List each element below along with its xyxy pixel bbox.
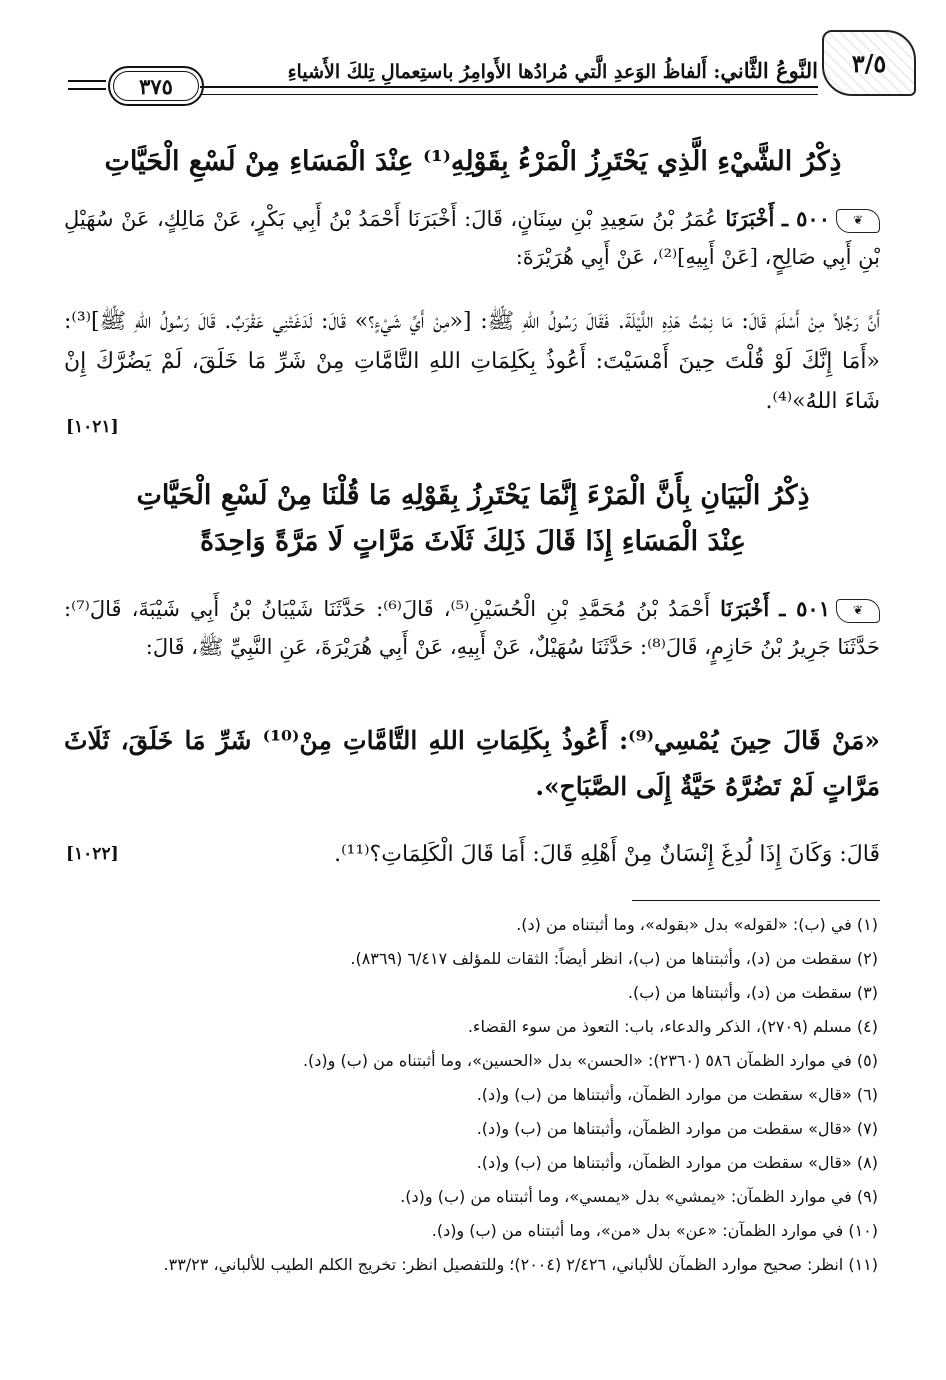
hadith-500-matn: أَنَّ رَجُلاً مِنْ أَسْلَمَ قَالَ: مَا نِمْتُ هَذِهِ اللَّيْلَةَ. فَقَالَ رَسُولُ اللهِ ﷺ: [«مِنْ أَيِّ شَيْءٍ؟» قَالَ: لَدَغَتْنِي عَقْرَبٌ. قَالَ رَسُولُ اللهِ ﷺ]⁽³⁾: «أَمَا إِنَّكَ لَوْ قُلْتَ حِينَ أَمْسَيْتَ: أَعُوذُ بِكَلِمَاتِ اللهِ التَّامَّاتِ مِنْ شَرِّ مَا خَلَقَ، لَمْ يَضُرَّكَ إِنْ شَاءَ اللهُ»⁽⁴⁾.	[64, 309, 880, 414]
corner-mark: ٣/٥	[851, 48, 887, 78]
footnote-6: (٦) «قال» سقطت من موارد الظمآن، وأثبتناها من (ب) و(د).	[476, 1085, 878, 1104]
akhbarana-word: أَخْبَرَنَا	[725, 206, 775, 231]
hadith-501-reference: [١٠٢٢]	[66, 844, 119, 864]
hadith-number: ٥٠١ ـ	[779, 596, 830, 621]
header-title-prefix: النَّوعُ الثَّاني	[720, 58, 818, 83]
chapter-heading-2-line-2: عِنْدَ الْمَسَاءِ إِذَا قَالَ ذَلِكَ ثَلَاثَ مَرَّاتٍ لَا مَرَّةً وَاحِدَةً	[200, 526, 746, 557]
isnad-text: عُمَرُ بْنُ سَعِيدِ بْنِ سِنَانٍ، قَالَ: أَخْبَرَنَا أَحْمَدُ بْنُ أَبِي بَكْرٍ، عَنْ مَالِكٍ، عَنْ سُهَيْلِ بْنِ أَبِي صَالِحٍ، [عَنْ أَبِيهِ]⁽²⁾، عَنْ أَبِي هُرَيْرَةَ:	[64, 207, 880, 269]
footnote-8: (٨) «قال» سقطت من موارد الظمآن، وأثبتناها من (ب) و(د).	[476, 1153, 878, 1172]
header-rule	[200, 86, 818, 95]
isnad-text: أَحْمَدُ بْنُ مُحَمَّدِ بْنِ الْحُسَيْنِ⁽⁵⁾، قَالَ⁽⁶⁾: حَدَّثَنَا شَيْبَانُ بْنُ أَبِي شَيْبَةَ، قَالَ⁽⁷⁾: حَدَّثَنَا جَرِيرُ بْنُ حَازِمٍ، قَالَ⁽⁸⁾: حَدَّثَنَا سُهَيْلٌ، عَنْ أَبِيهِ، عَنْ أَبِي هُرَيْرَةَ، عَنِ النَّبِيِّ ﷺ، قَالَ:	[64, 597, 880, 659]
footnote-2: (٢) سقطت من (د)، وأثبتناها من (ب)، انظر أيضاً: الثقات للمؤلف ٦/٤١٧ (٨٣٦٩).	[350, 949, 878, 968]
hadith-501-closing: قَالَ: وَكَانَ إِذَا لُدِغَ إِنْسَانٌ مِنْ أَهْلِهِ قَالَ: أَمَا قَالَ الْكَلِمَاتِ؟⁽¹¹⁾.	[334, 842, 880, 867]
footnote-1: (١) في (ب): «لقوله» بدل «بقوله»، وما أثبتناه من (د).	[516, 915, 878, 934]
footnote-11: (١١) انظر: صحيح موارد الظمآن للألباني، ٢/٤٢٦ (٢٠٠٤)؛ وللتفصيل انظر: تخريج الكلم الطيب للألباني، ٣٣/٢٣.	[163, 1255, 878, 1274]
header-title-rest: : أَلفاظُ الوَعدِ الَّتي مُرادُها الأَوامِرُ باستِعمالِ تِلكَ الأَشياءِ	[287, 61, 721, 83]
book-icon: ❦	[836, 599, 880, 623]
hadith-501-matn: «مَنْ قَالَ حِينَ يُمْسِي⁽⁹⁾: أَعُوذُ بِكَلِمَاتِ اللهِ التَّامَّاتِ مِنْ⁽¹⁰⁾ شَرِّ مَا خَلَقَ، ثَلَاثَ مَرَّاتٍ لَمْ تَضُرَّهُ حَيَّةٌ إِلَى الصَّبَاحِ».	[64, 726, 880, 801]
running-header	[138, 58, 818, 83]
hadith-500-reference: [١٠٢١]	[66, 417, 119, 437]
chapter-heading-1: ذِكْرُ الشَّيْءِ الَّذِي يَحْتَرِزُ الْمَرْءُ بِقَوْلِهِ⁽¹⁾ عِنْدَ الْمَسَاءِ مِنْ لَسْعِ الْحَيَّاتِ	[104, 146, 842, 177]
footnote-10: (١٠) في موارد الظمآن: «عن» بدل «من»، وما أثبتناه من (ب) و(د).	[431, 1221, 878, 1240]
akhbarana-word: أَخْبَرَنَا	[720, 596, 770, 621]
hadith-500-isnad	[64, 200, 880, 276]
chapter-heading-2-line-1: ذِكْرُ الْبَيَانِ بِأَنَّ الْمَرْءَ إِنَّمَا يَحْتَرِزُ بِقَوْلِهِ مَا قُلْنَا مِنْ لَسْعِ الْحَيَّاتِ	[136, 480, 810, 511]
footnote-4: (٤) مسلم (٢٧٠٩)، الذكر والدعاء، باب: التعوذ من سوء القضاء.	[467, 1017, 878, 1036]
footnote-9: (٩) في موارد الظمآن: «يمشي» بدل «يمسي»، وما أثبتناه من (ب) و(د).	[400, 1187, 878, 1206]
book-icon: ❦	[836, 209, 880, 233]
hadith-501-isnad	[64, 590, 880, 666]
footnote-3: (٣) سقطت من (د)، وأثبتناها من (ب).	[627, 983, 878, 1002]
chapter-corner-ornament	[822, 30, 916, 96]
header-rule-left	[68, 80, 106, 90]
footnote-7: (٧) «قال» سقطت من موارد الظمآن، وأثبتناها من (ب) و(د).	[476, 1119, 878, 1138]
footnote-5: (٥) في موارد الظمآن ٥٨٦ (٢٣٦٠): «الحسن» بدل «الحسين»، وما أثبتناه من (ب) و(د).	[302, 1051, 878, 1070]
page-number-badge	[108, 66, 204, 106]
hadith-number: ٥٠٠ ـ	[781, 206, 830, 231]
page-number: ٣٧٥	[139, 73, 173, 99]
footnote-separator	[632, 900, 880, 901]
